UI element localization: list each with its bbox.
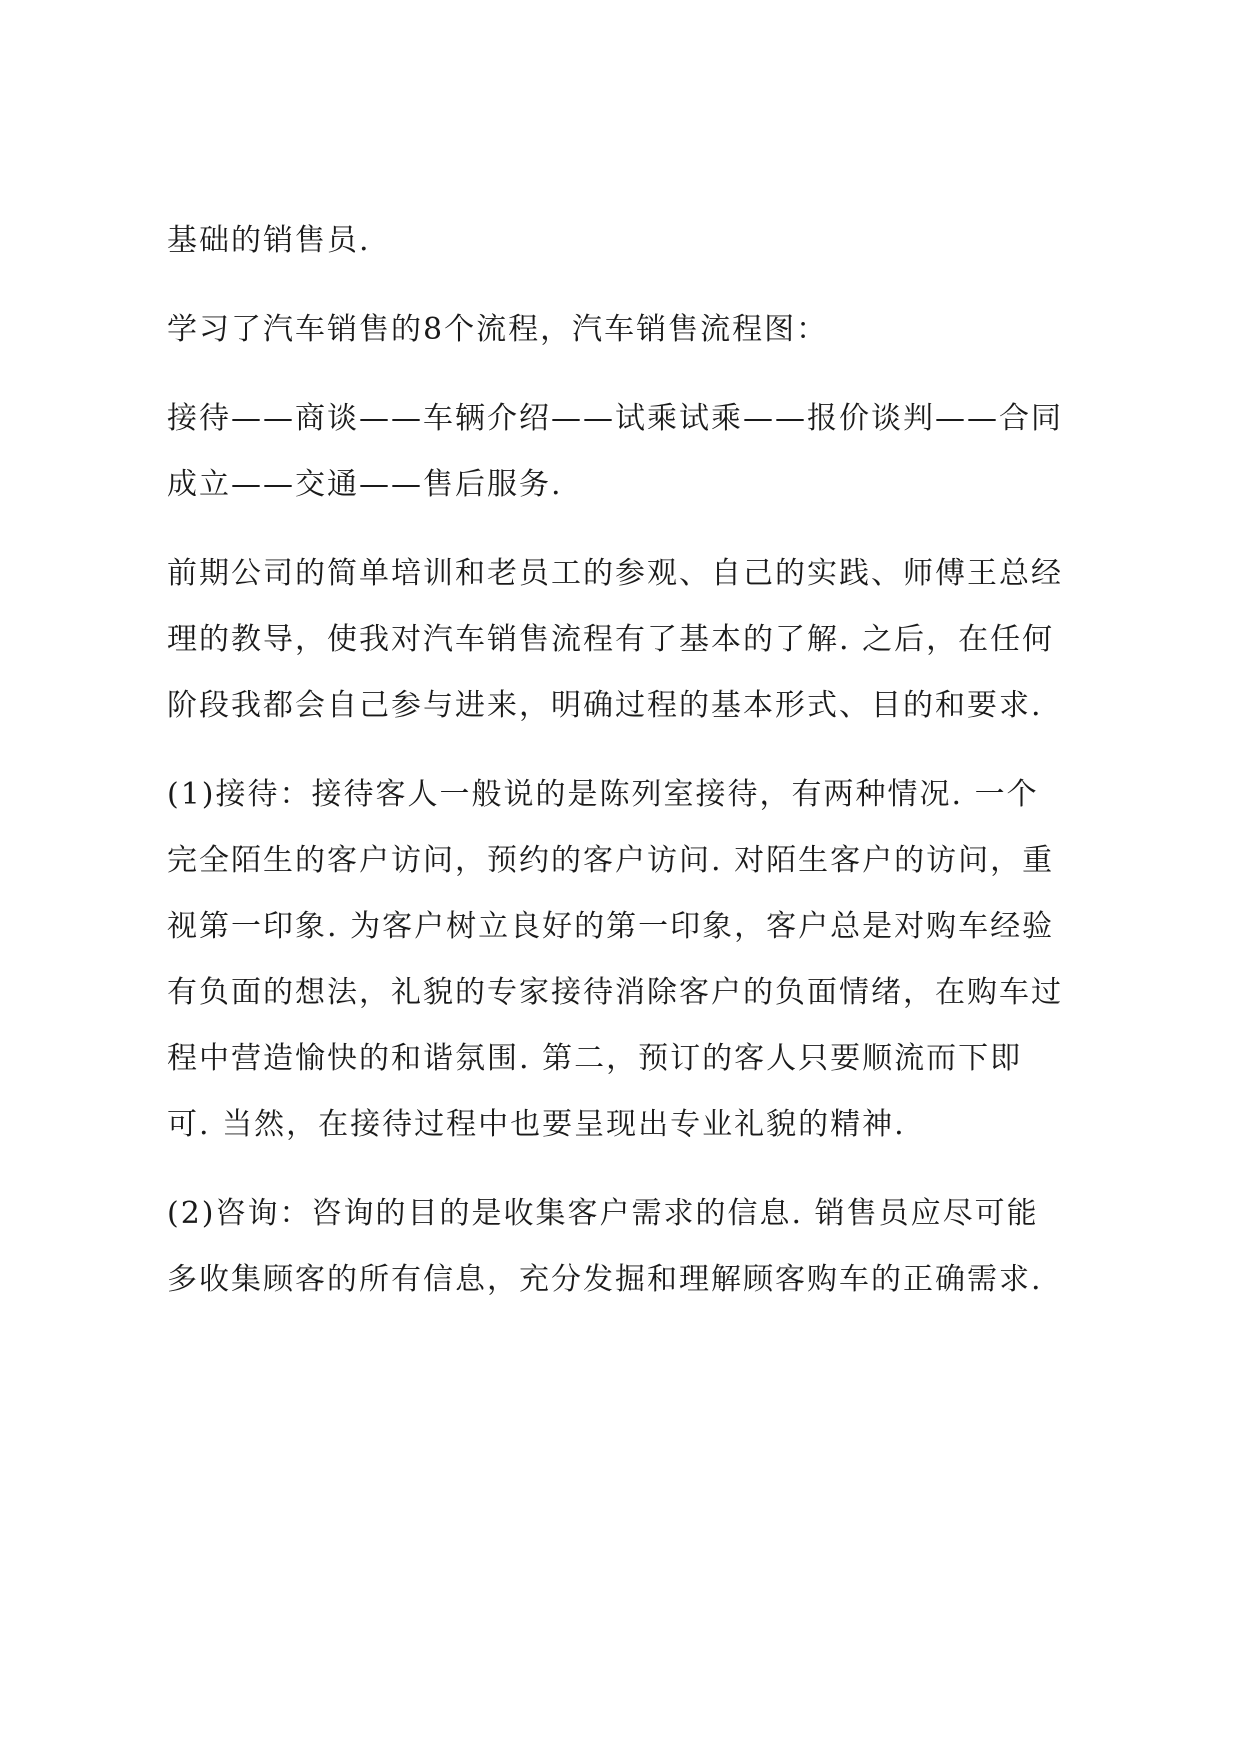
paragraph-intro-fragment [167,223,1097,258]
text-line: 理的教导，使我对汽车销售流程有了基本的了解. 之后，在任何 [167,622,1055,657]
paragraph-process-intro [167,312,1097,347]
text-line: 接待——商谈——车辆介绍——试乘试乘——报价谈判——合同 [167,401,1063,436]
paragraph-training [167,556,1097,723]
text-line: 视第一印象. 为客户树立良好的第一印象，客户总是对购车经验 [167,909,1055,944]
text-line: (2)咨询：咨询的目的是收集客户需求的信息. 销售员应尽可能 [167,1196,1039,1231]
text-line: 程中营造愉快的和谐氛围. 第二，预订的客人只要顺流而下即 [167,1041,1023,1076]
paragraph-process-flow [167,401,1097,502]
text-line: 成立——交通——售后服务. [167,467,563,502]
text-line: (1)接待：接待客人一般说的是陈列室接待，有两种情况. 一个 [167,777,1039,812]
paragraph-consultation [167,1196,1097,1297]
text-line: 可. 当然，在接待过程中也要呈现出专业礼貌的精神. [167,1107,906,1142]
paragraph-reception [167,777,1097,1142]
text-line: 完全陌生的客户访问，预约的客户访问. 对陌生客户的访问，重 [167,843,1055,878]
text-line: 有负面的想法，礼貌的专家接待消除客户的负面情绪，在购车过 [167,975,1063,1010]
text-line: 前期公司的简单培训和老员工的参观、自己的实践、师傅王总经 [167,556,1063,591]
document-body [167,223,1097,1354]
text-line: 多收集顾客的所有信息，充分发掘和理解顾客购车的正确需求. [167,1262,1043,1297]
text-line: 基础的销售员. [167,223,371,258]
text-line: 阶段我都会自己参与进来，明确过程的基本形式、目的和要求. [167,688,1043,723]
text-line: 学习了汽车销售的8个流程，汽车销售流程图： [167,312,829,347]
